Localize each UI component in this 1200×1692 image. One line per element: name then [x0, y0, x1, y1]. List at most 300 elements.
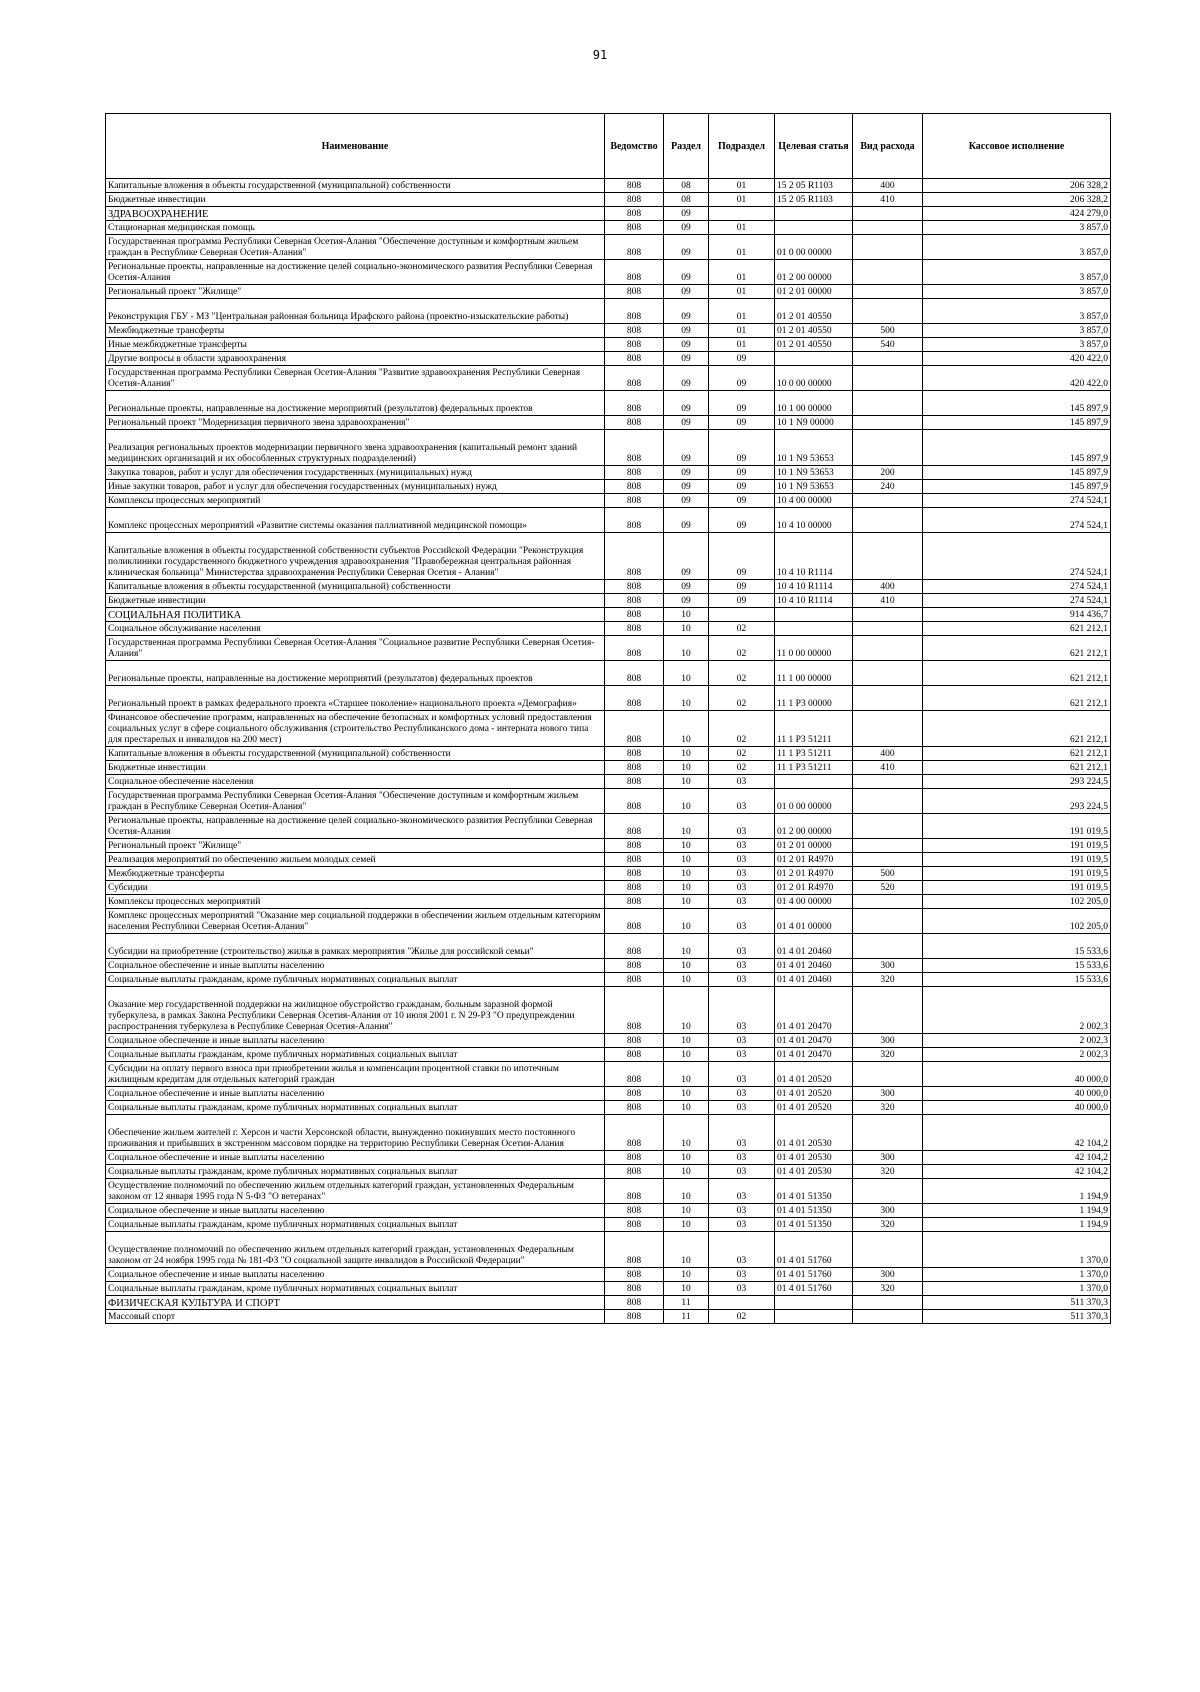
row-kassovoe-ispolnenie: 1 370,0 [923, 1268, 1111, 1282]
row-podrazdel: 03 [709, 1101, 775, 1115]
row-vid-raskhoda [853, 853, 923, 867]
table-row [106, 636, 1111, 661]
row-kassovoe-ispolnenie: 293 224,5 [923, 775, 1111, 789]
row-name: Социальное обслуживание населения [106, 622, 605, 636]
row-tselevaya-statya [775, 207, 853, 221]
row-tselevaya-statya: 01 4 01 20470 [775, 987, 853, 1034]
row-name: Социальные выплаты гражданам, кроме публичных нормативных социальных выплат [106, 973, 605, 987]
row-razdel: 09 [664, 533, 709, 580]
row-tselevaya-statya: 11 1 P3 51211 [775, 761, 853, 775]
row-vedomstvo: 808 [605, 839, 664, 853]
row-podrazdel: 02 [709, 636, 775, 661]
row-tselevaya-statya: 10 1 N9 53653 [775, 430, 853, 466]
header-razdel: Раздел [664, 114, 709, 179]
row-kassovoe-ispolnenie: 3 857,0 [923, 221, 1111, 235]
row-vedomstvo: 808 [605, 1087, 664, 1101]
row-name: Комплексы процессных мероприятий [106, 895, 605, 909]
row-name: Региональные проекты, направленные на достижение целей социально-экономического развития Республики Северная Осетия-Алания [106, 260, 605, 285]
table-row [106, 533, 1111, 580]
row-kassovoe-ispolnenie: 424 279,0 [923, 207, 1111, 221]
row-kassovoe-ispolnenie: 621 212,1 [923, 747, 1111, 761]
table-row [106, 1034, 1111, 1048]
row-razdel: 09 [664, 324, 709, 338]
row-vedomstvo: 808 [605, 881, 664, 895]
row-name: Комплексы процессных мероприятий [106, 494, 605, 508]
row-kassovoe-ispolnenie: 621 212,1 [923, 711, 1111, 747]
row-name: Социальное обеспечение и иные выплаты населению [106, 1268, 605, 1282]
row-name: Социальное обеспечение и иные выплаты населению [106, 1204, 605, 1218]
row-vedomstvo: 808 [605, 711, 664, 747]
table-row [106, 480, 1111, 494]
row-kassovoe-ispolnenie: 2 002,3 [923, 1034, 1111, 1048]
row-podrazdel: 02 [709, 661, 775, 686]
row-tselevaya-statya: 01 4 01 20470 [775, 1034, 853, 1048]
row-name: Оказание мер государственной поддержки на жилищное обустройство гражданам, больным заразной формой туберкулеза, в рамках Закона Республики Северная Осетия-Алания от 10 июля 2001 г. N 29-РЗ "О предупреждении распространения туберкулеза в Республике Северная Осетия-Алания" [106, 987, 605, 1034]
row-name: Субсидии [106, 881, 605, 895]
row-podrazdel: 03 [709, 1115, 775, 1151]
row-razdel: 10 [664, 608, 709, 622]
row-kassovoe-ispolnenie: 15 533,6 [923, 959, 1111, 973]
table-row [106, 895, 1111, 909]
row-kassovoe-ispolnenie: 2 002,3 [923, 987, 1111, 1034]
row-vid-raskhoda: 300 [853, 959, 923, 973]
row-vedomstvo: 808 [605, 867, 664, 881]
row-vid-raskhoda [853, 366, 923, 391]
row-kassovoe-ispolnenie: 145 897,9 [923, 480, 1111, 494]
row-vid-raskhoda [853, 221, 923, 235]
row-vid-raskhoda [853, 260, 923, 285]
row-vid-raskhoda [853, 391, 923, 416]
table-row [106, 814, 1111, 839]
row-vedomstvo: 808 [605, 661, 664, 686]
table-row [106, 1179, 1111, 1204]
row-tselevaya-statya: 01 4 01 20530 [775, 1151, 853, 1165]
row-vedomstvo: 808 [605, 508, 664, 533]
row-razdel: 10 [664, 747, 709, 761]
row-kassovoe-ispolnenie: 3 857,0 [923, 324, 1111, 338]
row-vedomstvo: 808 [605, 987, 664, 1034]
row-razdel: 10 [664, 789, 709, 814]
row-name: Региональные проекты, направленные на достижение мероприятий (результатов) федеральных проектов [106, 661, 605, 686]
row-name: Иные межбюджетные трансферты [106, 338, 605, 352]
row-razdel: 10 [664, 1151, 709, 1165]
row-vid-raskhoda [853, 661, 923, 686]
row-vedomstvo: 808 [605, 324, 664, 338]
table-row [106, 466, 1111, 480]
row-vid-raskhoda: 300 [853, 1204, 923, 1218]
row-razdel: 09 [664, 480, 709, 494]
row-vedomstvo: 808 [605, 207, 664, 221]
row-vedomstvo: 808 [605, 235, 664, 260]
row-vid-raskhoda [853, 622, 923, 636]
row-vid-raskhoda: 320 [853, 1282, 923, 1296]
row-tselevaya-statya: 11 1 P3 00000 [775, 686, 853, 711]
row-razdel: 10 [664, 1101, 709, 1115]
row-vid-raskhoda [853, 987, 923, 1034]
row-kassovoe-ispolnenie: 274 524,1 [923, 508, 1111, 533]
row-vid-raskhoda [853, 686, 923, 711]
row-podrazdel: 03 [709, 1179, 775, 1204]
row-podrazdel [709, 608, 775, 622]
row-kassovoe-ispolnenie: 145 897,9 [923, 430, 1111, 466]
row-podrazdel: 01 [709, 193, 775, 207]
row-tselevaya-statya: 10 4 10 00000 [775, 508, 853, 533]
row-vid-raskhoda [853, 814, 923, 839]
row-vid-raskhoda [853, 494, 923, 508]
row-vedomstvo: 808 [605, 959, 664, 973]
row-razdel: 08 [664, 193, 709, 207]
row-vedomstvo: 808 [605, 686, 664, 711]
row-tselevaya-statya: 10 1 N9 00000 [775, 416, 853, 430]
row-podrazdel: 03 [709, 1232, 775, 1268]
row-vedomstvo: 808 [605, 193, 664, 207]
row-podrazdel: 03 [709, 853, 775, 867]
row-name: Капитальные вложения в объекты государственной (муниципальной) собственности [106, 580, 605, 594]
row-kassovoe-ispolnenie: 293 224,5 [923, 789, 1111, 814]
table-row [106, 853, 1111, 867]
header-podrazdel: Подраздел [709, 114, 775, 179]
row-razdel: 09 [664, 285, 709, 299]
row-podrazdel: 09 [709, 366, 775, 391]
row-tselevaya-statya: 01 4 01 20460 [775, 973, 853, 987]
row-tselevaya-statya: 15 2 05 R1103 [775, 193, 853, 207]
row-name: Государственная программа Республики Северная Осетия-Алания "Обеспечение доступным и комфортным жильем граждан в Республике Северная Осетия-Алания" [106, 789, 605, 814]
table-row [106, 338, 1111, 352]
row-podrazdel: 09 [709, 416, 775, 430]
row-podrazdel: 03 [709, 959, 775, 973]
table-row [106, 839, 1111, 853]
row-tselevaya-statya: 01 4 01 51760 [775, 1268, 853, 1282]
row-vedomstvo: 808 [605, 594, 664, 608]
row-vid-raskhoda: 300 [853, 1087, 923, 1101]
row-kassovoe-ispolnenie: 40 000,0 [923, 1087, 1111, 1101]
row-podrazdel: 09 [709, 430, 775, 466]
row-tselevaya-statya: 10 1 N9 53653 [775, 466, 853, 480]
table-row [106, 508, 1111, 533]
row-name: Финансовое обеспечение программ, направленных на обеспечение безопасных и комфортных условий предоставления социальных услуг в сфере социального обслуживания (строительство Республиканского дома - интерната нового типа для престарелых и инвалидов на 200 мест) [106, 711, 605, 747]
row-tselevaya-statya: 01 2 01 R4970 [775, 881, 853, 895]
row-vedomstvo: 808 [605, 895, 664, 909]
row-tselevaya-statya [775, 221, 853, 235]
row-razdel: 10 [664, 934, 709, 959]
table-row [106, 430, 1111, 466]
row-kassovoe-ispolnenie: 621 212,1 [923, 661, 1111, 686]
row-razdel: 11 [664, 1296, 709, 1310]
table-row [106, 1296, 1111, 1310]
row-vid-raskhoda [853, 839, 923, 853]
row-vid-raskhoda [853, 608, 923, 622]
row-razdel: 10 [664, 1087, 709, 1101]
row-razdel: 09 [664, 416, 709, 430]
row-kassovoe-ispolnenie: 274 524,1 [923, 580, 1111, 594]
table-row [106, 1218, 1111, 1232]
row-vedomstvo: 808 [605, 1282, 664, 1296]
row-podrazdel: 03 [709, 1218, 775, 1232]
row-razdel: 10 [664, 987, 709, 1034]
table-row [106, 1115, 1111, 1151]
row-razdel: 09 [664, 594, 709, 608]
row-podrazdel [709, 207, 775, 221]
row-tselevaya-statya: 01 4 01 20460 [775, 934, 853, 959]
table-row [106, 260, 1111, 285]
row-vid-raskhoda: 540 [853, 338, 923, 352]
table-row [106, 1165, 1111, 1179]
row-kassovoe-ispolnenie: 42 104,2 [923, 1115, 1111, 1151]
row-podrazdel: 01 [709, 299, 775, 324]
row-razdel: 10 [664, 1062, 709, 1087]
row-kassovoe-ispolnenie: 40 000,0 [923, 1101, 1111, 1115]
row-podrazdel: 02 [709, 686, 775, 711]
row-podrazdel: 03 [709, 1165, 775, 1179]
row-name: Комплекс процессных мероприятий "Оказание мер социальной поддержки в обеспечении жильем отдельным категориям населения Республики Северная Осетия-Алания" [106, 909, 605, 934]
row-vid-raskhoda [853, 711, 923, 747]
table-row [106, 391, 1111, 416]
row-name: Комплекс процессных мероприятий «Развитие системы оказания паллиативной медицинской помощи» [106, 508, 605, 533]
table-row [106, 235, 1111, 260]
row-razdel: 10 [664, 814, 709, 839]
row-name: Государственная программа Республики Северная Осетия-Алания "Социальное развитие Республики Северная Осетия-Алания" [106, 636, 605, 661]
table-row [106, 1310, 1111, 1324]
row-podrazdel: 02 [709, 622, 775, 636]
table-row [106, 608, 1111, 622]
row-razdel: 10 [664, 1115, 709, 1151]
row-vedomstvo: 808 [605, 789, 664, 814]
row-kassovoe-ispolnenie: 145 897,9 [923, 466, 1111, 480]
row-podrazdel: 02 [709, 1310, 775, 1324]
row-name: Иные закупки товаров, работ и услуг для обеспечения государственных (муниципальных) нужд [106, 480, 605, 494]
row-razdel: 09 [664, 221, 709, 235]
row-razdel: 10 [664, 1165, 709, 1179]
row-razdel: 11 [664, 1310, 709, 1324]
row-vid-raskhoda [853, 895, 923, 909]
row-tselevaya-statya: 01 4 00 00000 [775, 895, 853, 909]
row-vedomstvo: 808 [605, 622, 664, 636]
row-tselevaya-statya: 01 4 01 51760 [775, 1232, 853, 1268]
row-vedomstvo: 808 [605, 747, 664, 761]
table-row [106, 1232, 1111, 1268]
row-tselevaya-statya: 10 4 00 00000 [775, 494, 853, 508]
table-row [106, 221, 1111, 235]
row-name: Социальные выплаты гражданам, кроме публичных нормативных социальных выплат [106, 1282, 605, 1296]
row-vid-raskhoda: 240 [853, 480, 923, 494]
row-razdel: 09 [664, 207, 709, 221]
row-vid-raskhoda: 320 [853, 1048, 923, 1062]
row-kassovoe-ispolnenie: 3 857,0 [923, 299, 1111, 324]
row-podrazdel: 03 [709, 789, 775, 814]
row-podrazdel: 03 [709, 775, 775, 789]
row-podrazdel: 09 [709, 533, 775, 580]
row-name: Межбюджетные трансферты [106, 324, 605, 338]
row-kassovoe-ispolnenie: 3 857,0 [923, 235, 1111, 260]
row-tselevaya-statya: 10 1 N9 53653 [775, 480, 853, 494]
row-razdel: 09 [664, 352, 709, 366]
row-name: Социальные выплаты гражданам, кроме публичных нормативных социальных выплат [106, 1165, 605, 1179]
header-tselevaya-statya: Целевая статья [775, 114, 853, 179]
row-vedomstvo: 808 [605, 466, 664, 480]
row-name: Социальные выплаты гражданам, кроме публичных нормативных социальных выплат [106, 1218, 605, 1232]
row-podrazdel: 03 [709, 934, 775, 959]
row-tselevaya-statya: 10 4 10 R1114 [775, 580, 853, 594]
table-row [106, 594, 1111, 608]
row-razdel: 10 [664, 839, 709, 853]
row-vedomstvo: 808 [605, 494, 664, 508]
row-vedomstvo: 808 [605, 1115, 664, 1151]
row-tselevaya-statya: 01 2 00 00000 [775, 814, 853, 839]
row-name: Бюджетные инвестиции [106, 594, 605, 608]
row-razdel: 10 [664, 636, 709, 661]
table-row [106, 909, 1111, 934]
row-vid-raskhoda: 320 [853, 1218, 923, 1232]
table-row [106, 1101, 1111, 1115]
row-razdel: 10 [664, 775, 709, 789]
row-vid-raskhoda: 200 [853, 466, 923, 480]
row-razdel: 09 [664, 366, 709, 391]
row-vedomstvo: 808 [605, 1218, 664, 1232]
row-razdel: 09 [664, 338, 709, 352]
row-podrazdel: 09 [709, 508, 775, 533]
row-tselevaya-statya [775, 1296, 853, 1310]
row-podrazdel: 02 [709, 711, 775, 747]
row-tselevaya-statya: 01 2 01 R4970 [775, 853, 853, 867]
row-tselevaya-statya: 01 4 01 00000 [775, 909, 853, 934]
row-vid-raskhoda: 500 [853, 324, 923, 338]
row-vedomstvo: 808 [605, 533, 664, 580]
row-vedomstvo: 808 [605, 1232, 664, 1268]
row-podrazdel: 09 [709, 480, 775, 494]
row-name: Региональные проекты, направленные на достижение мероприятий (результатов) федеральных проектов [106, 391, 605, 416]
row-tselevaya-statya: 10 4 10 R1114 [775, 533, 853, 580]
row-podrazdel: 03 [709, 839, 775, 853]
row-podrazdel: 03 [709, 1282, 775, 1296]
row-name: Социальное обеспечение и иные выплаты населению [106, 959, 605, 973]
row-tselevaya-statya [775, 608, 853, 622]
row-vid-raskhoda [853, 1232, 923, 1268]
row-razdel: 10 [664, 1232, 709, 1268]
row-name: Капитальные вложения в объекты государственной собственности субъектов Российской Федерации "Реконструкция поликлиники государственного бюджетного учреждения здравоохранения "Правобережная центральная районная клиническая больница" Министерства здравоохранения Республики Северная Осетия - Алания" [106, 533, 605, 580]
row-razdel: 09 [664, 235, 709, 260]
row-kassovoe-ispolnenie: 191 019,5 [923, 867, 1111, 881]
row-name: Региональный проект "Жилище" [106, 839, 605, 853]
row-razdel: 10 [664, 1268, 709, 1282]
row-name: Капитальные вложения в объекты государственной (муниципальной) собственности [106, 747, 605, 761]
row-podrazdel: 03 [709, 909, 775, 934]
row-razdel: 10 [664, 909, 709, 934]
row-tselevaya-statya [775, 775, 853, 789]
row-razdel: 09 [664, 260, 709, 285]
row-vid-raskhoda [853, 533, 923, 580]
row-razdel: 10 [664, 895, 709, 909]
row-podrazdel: 09 [709, 391, 775, 416]
row-kassovoe-ispolnenie: 42 104,2 [923, 1151, 1111, 1165]
table-row [106, 1048, 1111, 1062]
row-vedomstvo: 808 [605, 1062, 664, 1087]
row-vid-raskhoda [853, 934, 923, 959]
page-number: 91 [592, 48, 608, 62]
row-razdel: 10 [664, 867, 709, 881]
row-tselevaya-statya: 15 2 05 R1103 [775, 179, 853, 193]
row-tselevaya-statya: 01 4 01 51350 [775, 1179, 853, 1204]
table-row [106, 867, 1111, 881]
row-razdel: 09 [664, 466, 709, 480]
row-tselevaya-statya: 10 0 00 00000 [775, 366, 853, 391]
row-kassovoe-ispolnenie: 420 422,0 [923, 366, 1111, 391]
row-kassovoe-ispolnenie: 1 370,0 [923, 1232, 1111, 1268]
row-name: Стационарная медицинская помощь [106, 221, 605, 235]
row-razdel: 10 [664, 1034, 709, 1048]
row-vid-raskhoda [853, 235, 923, 260]
row-razdel: 08 [664, 179, 709, 193]
table-row [106, 580, 1111, 594]
row-podrazdel: 03 [709, 1151, 775, 1165]
row-tselevaya-statya: 01 4 01 20460 [775, 959, 853, 973]
row-vedomstvo: 808 [605, 1310, 664, 1324]
row-name: Другие вопросы в области здравоохранения [106, 352, 605, 366]
row-kassovoe-ispolnenie: 511 370,3 [923, 1296, 1111, 1310]
row-podrazdel: 02 [709, 747, 775, 761]
row-kassovoe-ispolnenie: 102 205,0 [923, 895, 1111, 909]
row-kassovoe-ispolnenie: 191 019,5 [923, 814, 1111, 839]
row-name: Социальное обеспечение и иные выплаты населению [106, 1151, 605, 1165]
row-kassovoe-ispolnenie: 621 212,1 [923, 622, 1111, 636]
row-tselevaya-statya: 01 2 01 00000 [775, 285, 853, 299]
row-tselevaya-statya: 01 0 00 00000 [775, 789, 853, 814]
row-name: Региональный проект "Модернизация первичного звена здравоохранения" [106, 416, 605, 430]
table-row [106, 934, 1111, 959]
row-kassovoe-ispolnenie: 191 019,5 [923, 839, 1111, 853]
row-vid-raskhoda [853, 285, 923, 299]
row-tselevaya-statya: 01 4 01 51760 [775, 1282, 853, 1296]
row-vedomstvo: 808 [605, 480, 664, 494]
row-vid-raskhoda: 410 [853, 594, 923, 608]
row-vedomstvo: 808 [605, 636, 664, 661]
table-row [106, 1151, 1111, 1165]
row-tselevaya-statya: 01 4 01 20530 [775, 1115, 853, 1151]
row-vid-raskhoda: 300 [853, 1268, 923, 1282]
row-razdel: 10 [664, 1204, 709, 1218]
header-vid-raskhoda: Вид расхода [853, 114, 923, 179]
row-podrazdel: 03 [709, 1048, 775, 1062]
row-vid-raskhoda: 400 [853, 580, 923, 594]
row-tselevaya-statya [775, 622, 853, 636]
table-row [106, 775, 1111, 789]
table-row [106, 1062, 1111, 1087]
row-kassovoe-ispolnenie: 40 000,0 [923, 1062, 1111, 1087]
row-name: Социальные выплаты гражданам, кроме публичных нормативных социальных выплат [106, 1048, 605, 1062]
row-podrazdel: 03 [709, 973, 775, 987]
table-row [106, 622, 1111, 636]
row-vedomstvo: 808 [605, 260, 664, 285]
row-vedomstvo: 808 [605, 1268, 664, 1282]
row-kassovoe-ispolnenie: 191 019,5 [923, 881, 1111, 895]
row-razdel: 10 [664, 686, 709, 711]
row-name: Субсидии на приобретение (строительство) жилья в рамках мероприятия "Жилье для российской семьи" [106, 934, 605, 959]
row-vid-raskhoda: 300 [853, 1151, 923, 1165]
row-podrazdel: 03 [709, 1087, 775, 1101]
row-vedomstvo: 808 [605, 608, 664, 622]
row-tselevaya-statya [775, 1310, 853, 1324]
row-vid-raskhoda: 320 [853, 1101, 923, 1115]
row-vid-raskhoda: 410 [853, 761, 923, 775]
row-vedomstvo: 808 [605, 1101, 664, 1115]
row-kassovoe-ispolnenie: 1 194,9 [923, 1218, 1111, 1232]
row-podrazdel: 03 [709, 881, 775, 895]
row-name: Реализация региональных проектов модернизации первичного звена здравоохранения (капитальный ремонт зданий медицинских организаций и их обособленных структурных подразделений) [106, 430, 605, 466]
table-row [106, 987, 1111, 1034]
row-vid-raskhoda [853, 909, 923, 934]
table-row [106, 686, 1111, 711]
row-tselevaya-statya: 01 2 01 40550 [775, 299, 853, 324]
row-kassovoe-ispolnenie: 621 212,1 [923, 686, 1111, 711]
